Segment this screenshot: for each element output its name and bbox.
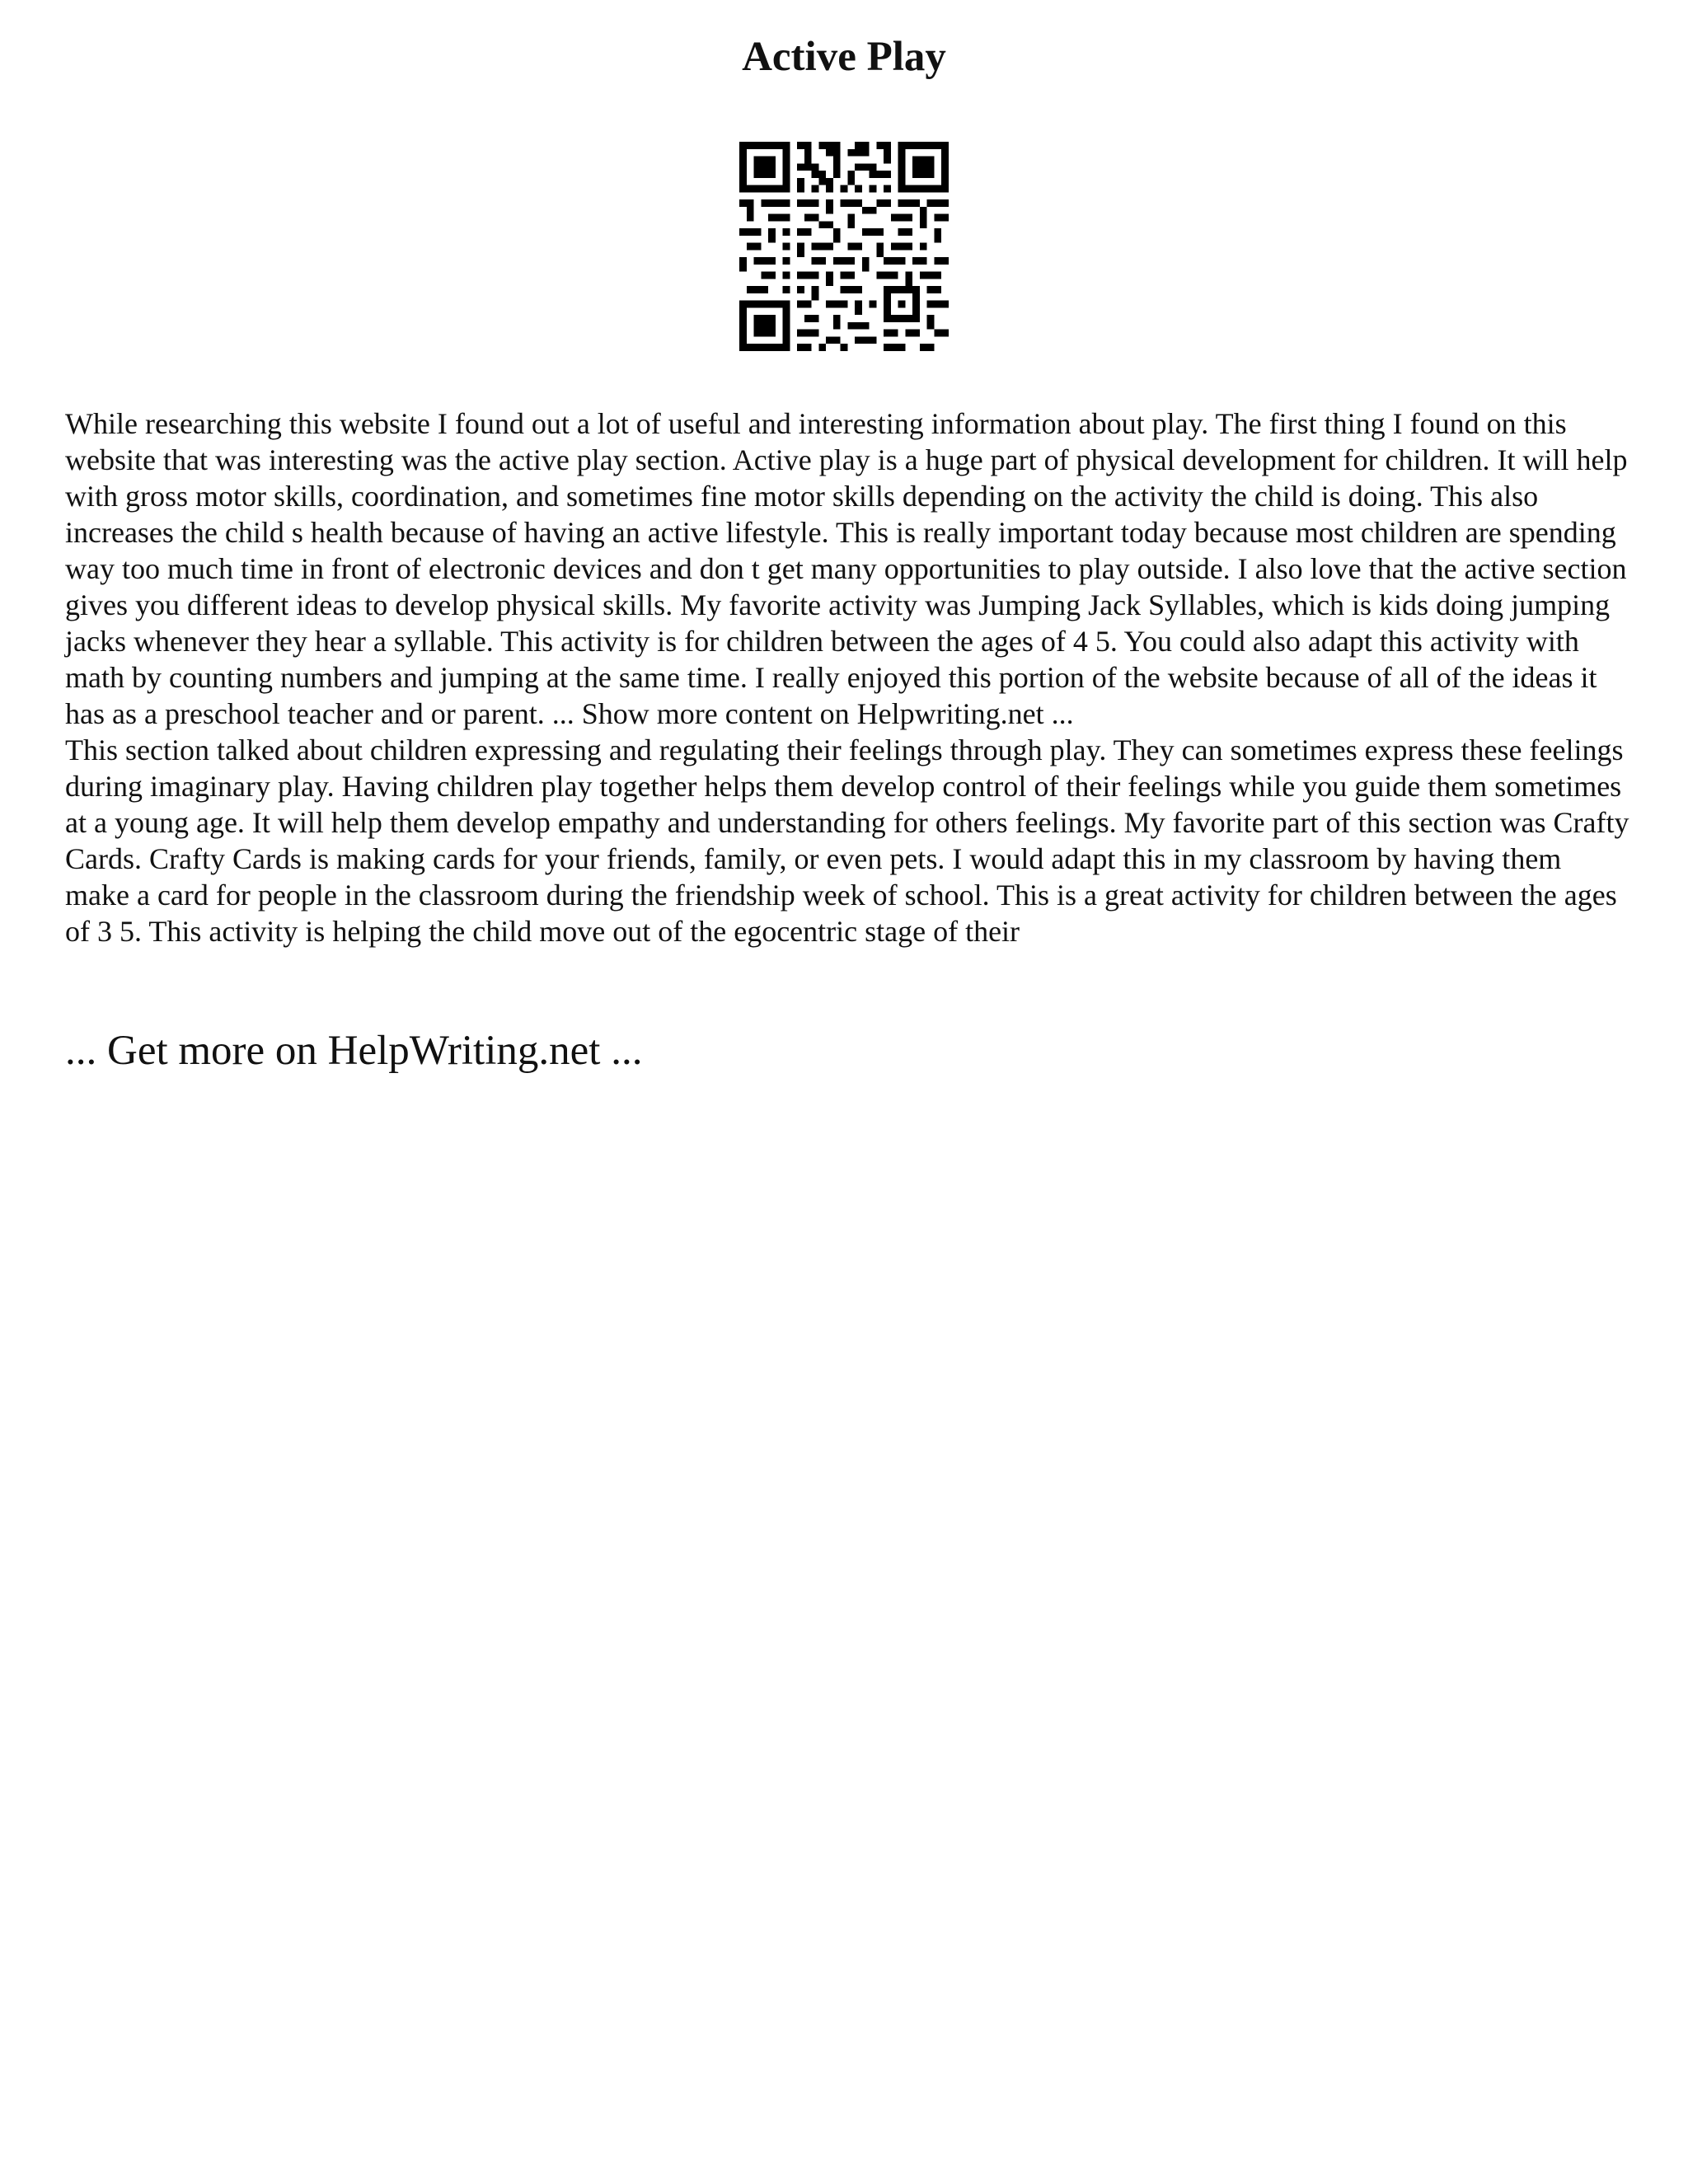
article-body bbox=[65, 405, 1631, 949]
paragraph-2: This section talked about children expressing and regulating their feelings through play. They can sometimes express these feelings during imaginary play. Having children play together helps them develop control of their feelings while you guide them sometimes at a young age. It will help them develop empathy and understanding for others feelings. My favorite part of this section was Crafty Cards. Crafty Cards is making cards for your friends, family, or even pets. I would adapt this in my classroom by having them make a card for people in the classroom during the friendship week of school. This is a great activity for children between the ages of 3 5. This activity is helping the child move out of the egocentric stage of their bbox=[65, 733, 1629, 948]
paragraph-1: While researching this website I found out a lot of useful and interesting information about play. The first thing I found on this website that was interesting was the active play section. Active play is a huge part of physical development for children. It will help with gross motor skills, coordination, and sometimes fine motor skills depending on the activity the child is doing. This also increases the child s health because of having an active lifestyle. This is really important today because most children are spending way too much time in front of electronic devices and don t get many opportunities to play outside. I also love that the active section gives you different ideas to develop physical skills. My favorite activity was Jumping Jack Syllables, which is kids doing jumping jacks whenever they hear a syllable. This activity is for children between the ages of 4 5. You could also adapt this activity with math by counting numbers and jumping at the same time. I really enjoyed this portion of the website because of all of the ideas it has as a preschool teacher and or parent. ... Show more content on Helpwriting.net ... bbox=[65, 407, 1628, 730]
get-more-link[interactable]: ... Get more on HelpWriting.net ... bbox=[65, 1028, 643, 1074]
page-title: Active Play bbox=[742, 34, 946, 80]
qr-code-icon bbox=[739, 142, 949, 351]
